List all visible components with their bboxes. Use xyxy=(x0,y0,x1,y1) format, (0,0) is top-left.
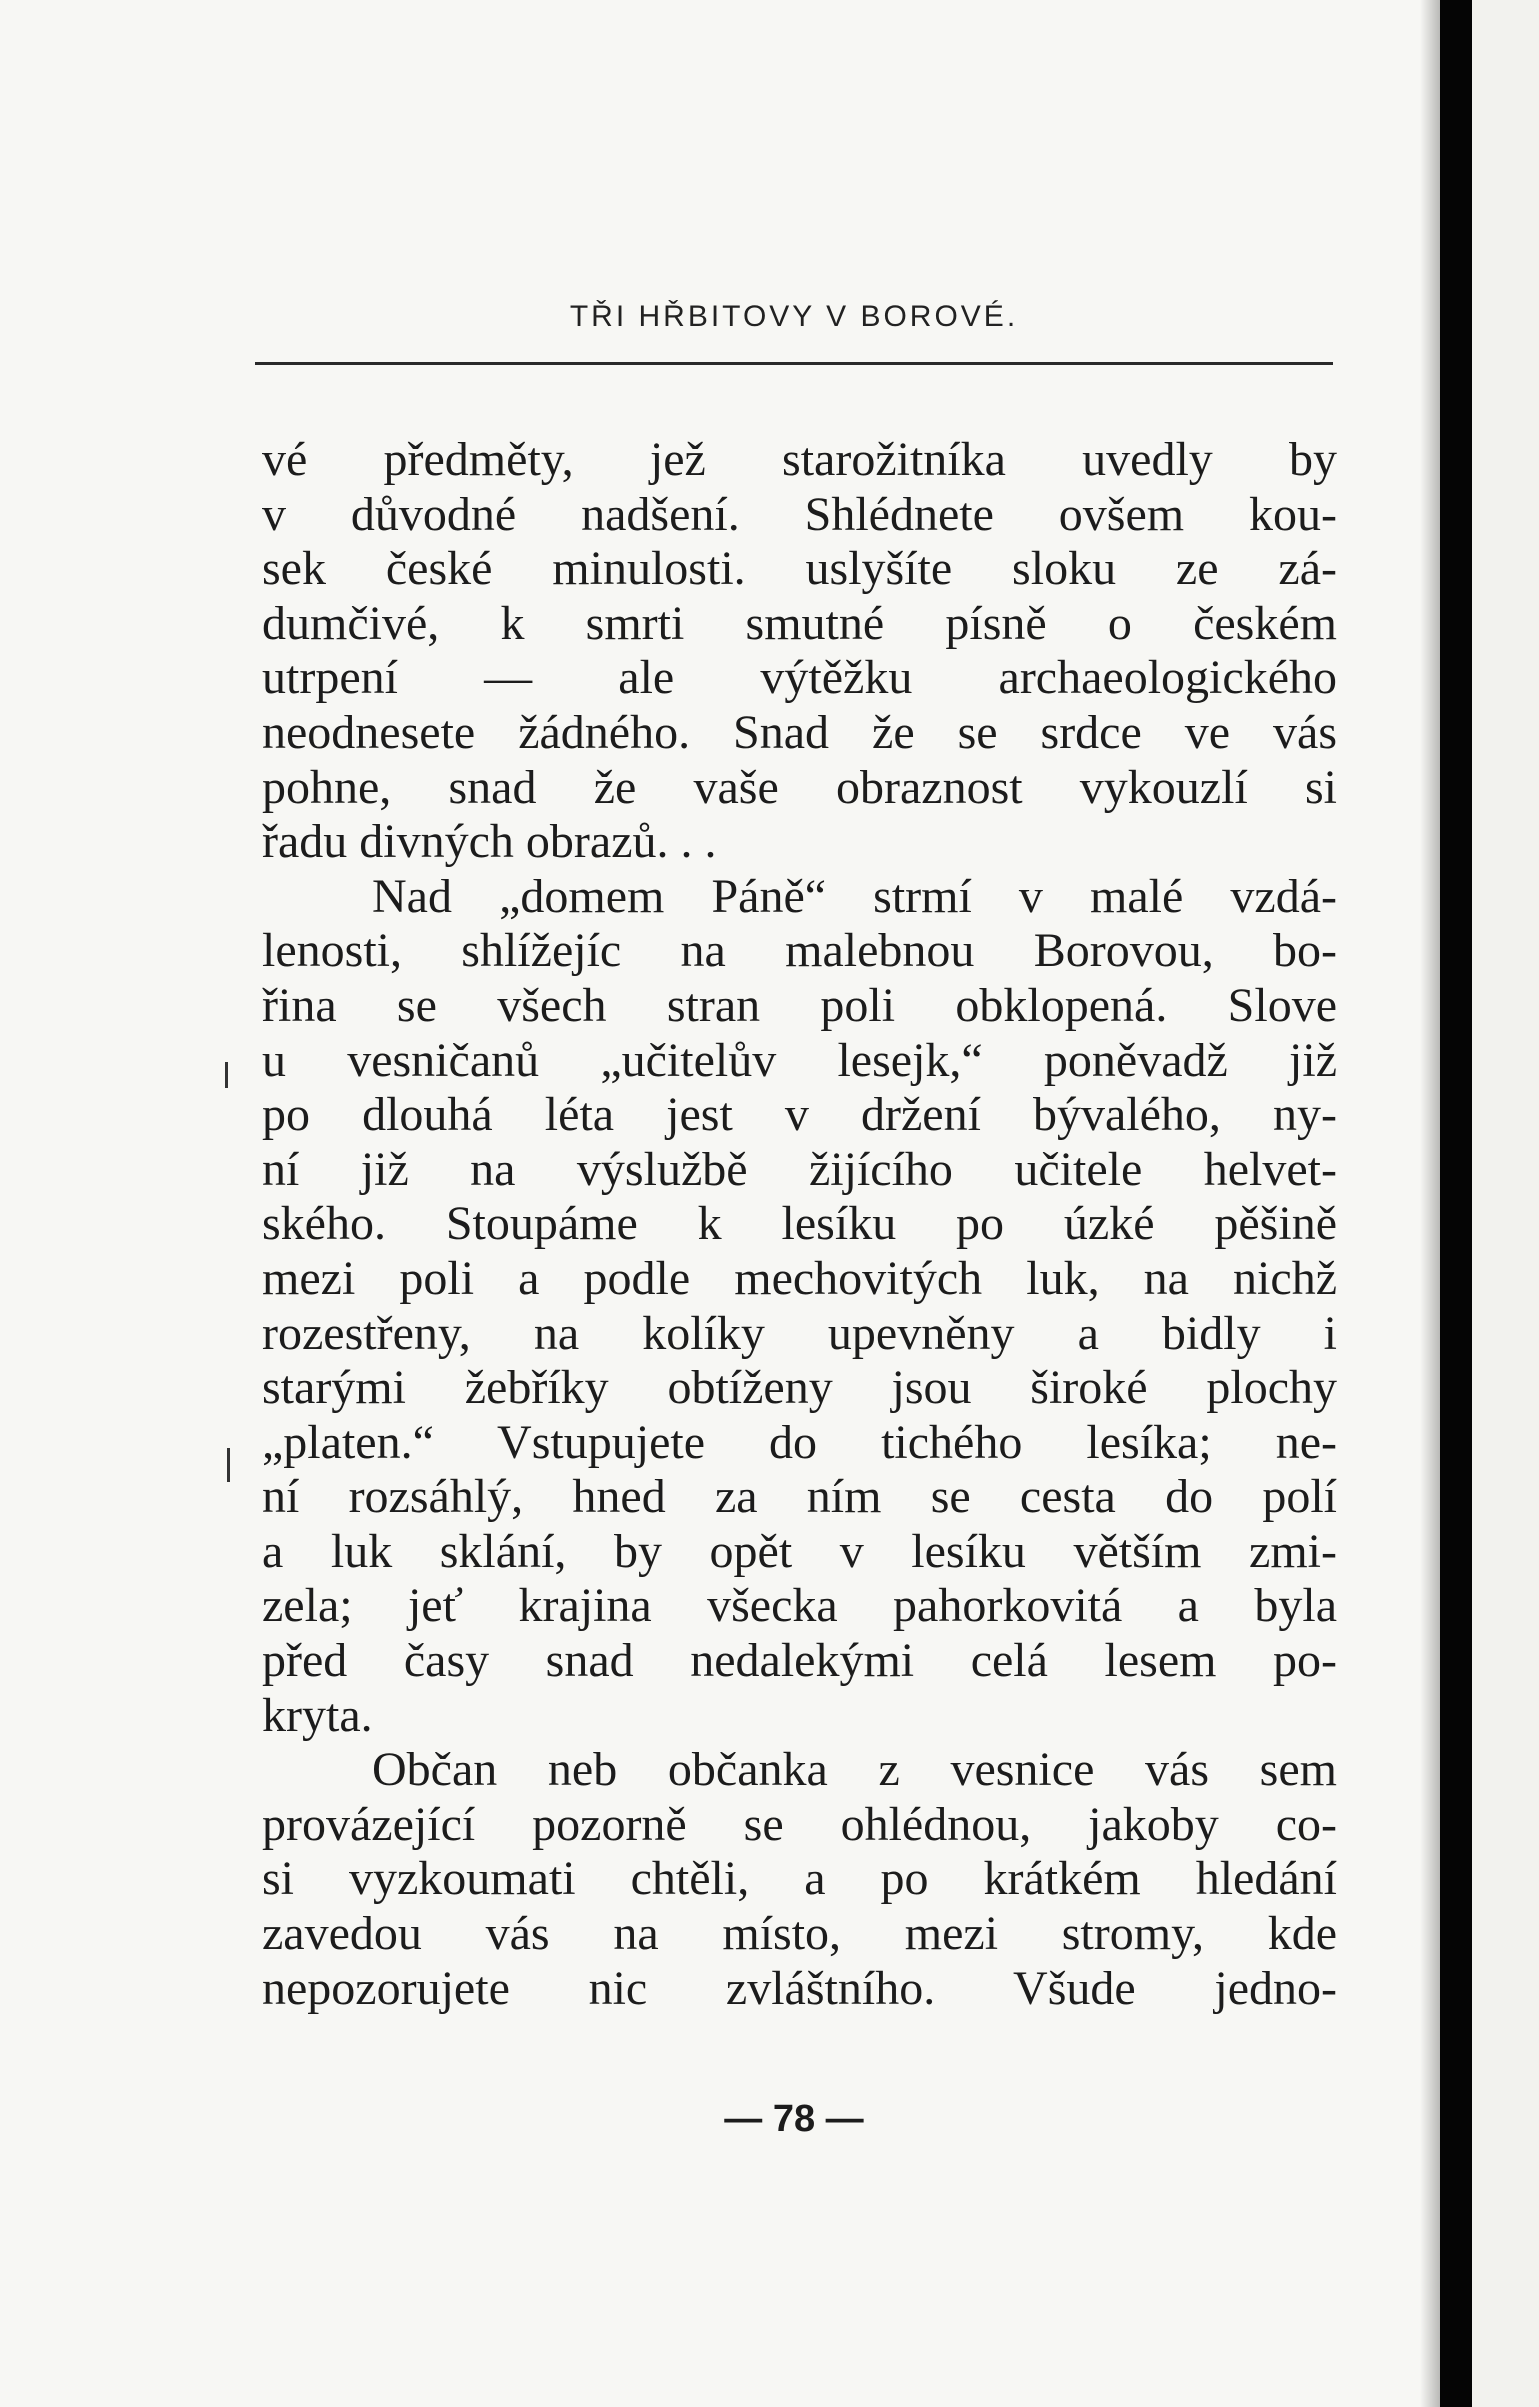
text-line: zela; jeť krajina všecka pahorkovitá a byla xyxy=(262,1579,1337,1633)
page-number: — 78 — xyxy=(724,2098,864,2140)
text-line: nepozorujete nic zvláštního. Všude jedno- xyxy=(262,1961,1337,2015)
text-line: řadu divných obrazů. . . xyxy=(262,815,717,869)
running-head: TŘI HŘBITOVY V BOROVÉ. xyxy=(569,300,1019,333)
text-line: rozestřeny, na kolíky upevněny a bidly i xyxy=(262,1306,1337,1360)
text-line: zavedou vás na místo, mezi stromy, kde xyxy=(262,1907,1337,1961)
text-line: Nad „domem Páně“ strmí v malé vzdá- xyxy=(372,869,1337,923)
text-line: si vyzkoumati chtěli, a po krátkém hledání xyxy=(262,1852,1337,1906)
text-line: a luk sklání, by opět v lesíku větším zmi- xyxy=(262,1524,1337,1578)
text-line: dumčivé, k smrti smutné písně o českém xyxy=(262,596,1337,650)
binding-gutter xyxy=(1440,0,1472,2407)
text-line: „platen.“ Vstupujete do tichého lesíka; ne- xyxy=(262,1415,1337,1469)
text-line: po dlouhá léta jest v držení bývalého, ny- xyxy=(262,1088,1337,1142)
text-line: neodnesete žádného. Snad že se srdce ve vás xyxy=(262,705,1337,759)
adjacent-page-edge xyxy=(1472,0,1539,2407)
header-rule xyxy=(255,362,1333,365)
text-line: utrpení — ale výtěžku archaeologického xyxy=(262,651,1337,705)
text-line: ní rozsáhlý, hned za ním se cesta do polí xyxy=(262,1470,1337,1524)
text-line: řina se všech stran poli obklopená. Slove xyxy=(262,978,1337,1032)
margin-mark xyxy=(225,1062,228,1088)
text-line: starými žebříky obtíženy jsou široké plochy xyxy=(262,1361,1337,1415)
text-line: před časy snad nedalekými celá lesem po- xyxy=(262,1634,1337,1688)
text-line: lenosti, shlížejíc na malebnou Borovou, bo- xyxy=(262,924,1337,978)
text-line: vé předměty, jež starožitníka uvedly by xyxy=(262,433,1337,486)
text-line: pohne, snad že vaše obraznost vykouzlí si xyxy=(262,760,1337,814)
text-line: u vesničanů „učitelův lesejk,“ poněvadž již xyxy=(262,1033,1337,1087)
page-edge-shadow xyxy=(1420,0,1440,2407)
margin-mark xyxy=(227,1448,230,1482)
text-line: v důvodné nadšení. Shlédnete ovšem kou- xyxy=(262,487,1337,541)
text-line: ní již na výslužbě žijícího učitele helvet- xyxy=(262,1142,1337,1196)
text-line: provázející pozorně se ohlédnou, jakoby co- xyxy=(262,1797,1337,1851)
text-line: mezi poli a podle mechovitých luk, na nichž xyxy=(262,1251,1337,1305)
text-line: Občan neb občanka z vesnice vás sem xyxy=(372,1743,1337,1797)
text-line: kryta. xyxy=(262,1688,373,1742)
text-line: ského. Stoupáme k lesíku po úzké pěšině xyxy=(262,1197,1337,1251)
text-line: sek české minulosti. uslyšíte sloku ze zá- xyxy=(262,542,1337,596)
body-text xyxy=(262,433,1337,2016)
